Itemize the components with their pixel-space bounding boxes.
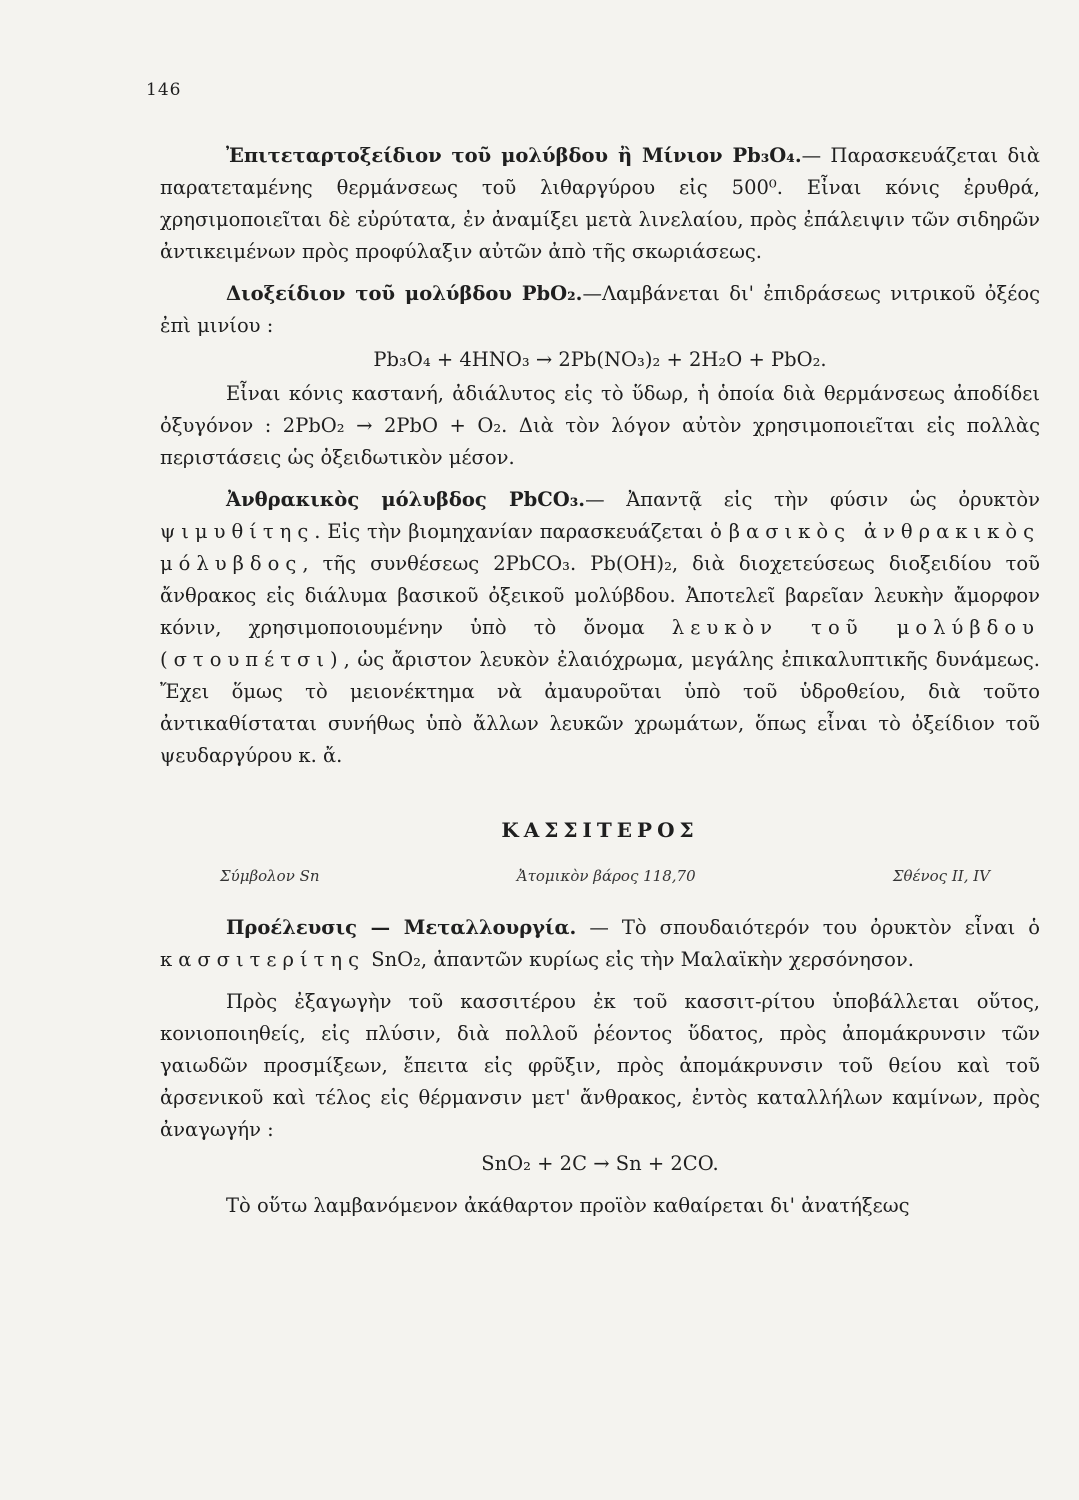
- section-title-tin-origin: Προέλευσις — Μεταλλουργία.: [226, 916, 577, 939]
- element-atomic-weight: Ἀτομικὸν βάρος 118,70: [516, 867, 696, 885]
- section-title-minium: Ἐπιτεταρτοξείδιον τοῦ μολύβδου ἢ Μίνιον Pb₃O₄.: [226, 144, 802, 167]
- section-title-lead-dioxide: Διοξείδιον τοῦ μολύβδου PbO₂.: [226, 282, 583, 305]
- mineral-name-cerussite: ψιμυθίτης: [160, 520, 315, 543]
- paragraph-minium-text: — Παρασκευάζεται διὰ παρατεταμένης θερμάνσεως τοῦ λιθαργύρου εἰς 500⁰. Εἶναι κόνις ἐρυθρά, χρησιμοποιεῖται δὲ εὐρύτατα, ἐν ἀναμίξει μετὰ λινελαίου, πρὸς ἐπάλειψιν τῶν σιδηρῶν ἀντικειμένων πρὸς προφύλαξιν αὐτῶν ἀπὸ τῆς σκωριάσεως.: [160, 144, 1041, 263]
- stoupetsi-term: (στουπέτσι): [160, 648, 344, 671]
- paragraph-lead-dioxide: [160, 278, 1040, 342]
- equation-tin-reduction: SnO₂ + 2C → Sn + 2CO.: [481, 1152, 719, 1175]
- carbonate-text-3: , τῆς συνθέσεως 2PbCO₃. Pb(OH)₂, διὰ διοχετεύσεως διοξειδίου τοῦ ἄνθρακος εἰς διάλυμα βασικοῦ ὀξεικοῦ μολύβδου. Ἀποτελεῖ βαρεῖαν λευκὴν ἄμορφον κόνιν, χρησιμοποιουμένην ὑπὸ τὸ ὄνομα: [160, 552, 1040, 639]
- carbonate-text-4: , ὡς ἄριστον λευκὸν ἐλαιόχρωμα, μεγάλης ἐπικαλυπτικῆς δυνάμεως. Ἔχει ὅμως τὸ μειονέκτημα νὰ ἀμαυροῦται ὑπὸ τοῦ ὑδροθείου, διὰ τοῦτο ἀντικαθίσταται συνήθως ὑπὸ ἄλλων λευκῶν χρωμάτων, ὅπως εἶναι τὸ ὀξείδιον τοῦ ψευδαργύρου κ. ἄ.: [160, 648, 1040, 767]
- element-valence: Σθένος II, IV: [892, 867, 990, 885]
- element-symbol: Σύμβολον Sn: [220, 867, 320, 885]
- paragraph-minium: [160, 140, 1040, 268]
- basic-lead-carbonate-term: βασικὸς ἀνθρακικὸς μόλυβδος: [160, 520, 1040, 575]
- tin-origin-text-1: — Τὸ σπουδαιότερόν του ὀρυκτὸν εἶναι ὁ: [576, 916, 1041, 939]
- paragraph-lead-dioxide-text: —Λαμβάνεται δι' ἐπιδράσεως νιτρικοῦ ὀξέος ἐπὶ μινίου :: [160, 282, 1040, 337]
- white-lead-term: λευκὸν τοῦ μολύβδου: [671, 616, 1040, 639]
- equation-minium-nitric: Pb₃O₄ + 4HNO₃ → 2Pb(NO₃)₂ + 2H₂O + PbO₂.: [373, 348, 827, 371]
- paragraph-lead-carbonate: [160, 484, 1040, 772]
- carbonate-text-1: — Ἀπαντᾷ εἰς τὴν φύσιν ὡς ὀρυκτὸν: [585, 488, 1040, 511]
- tin-origin-text-2: SnO₂, ἀπαντῶν κυρίως εἰς τὴν Μαλαϊκὴν χερσόνησον.: [365, 948, 914, 971]
- chapter-heading-tin: ΚΑΣΣΙΤΕΡΟΣ: [501, 818, 699, 842]
- element-info-row: [160, 860, 1040, 892]
- paragraph-tin-refining: Τὸ οὕτω λαμβανόμενον ἀκάθαρτον προϊὸν καθαίρεται δι' ἀνατήξεως: [226, 1194, 910, 1217]
- paragraph-tin-origin: [160, 912, 1040, 976]
- paragraph-tin-extraction: Πρὸς ἐξαγωγὴν τοῦ κασσιτέρου ἐκ τοῦ κασσιτ-ρίτου ὑποβάλλεται οὕτος, κονιοποιηθείς, εἰς πλύσιν, διὰ πολλοῦ ῥέοντος ὕδατος, πρὸς ἀπομάκρυνσιν τῶν γαιωδῶν προσμίξεων, ἔπειτα εἰς φρῦξιν, πρὸς ἀπομάκρυνσιν τοῦ θείου καὶ τοῦ ἀρσενικοῦ καὶ τέλος εἰς θέρμανσιν μετ' ἄνθρακος, ἐντὸς καταλλήλων καμίνων, πρὸς ἀναγωγήν :: [160, 990, 1040, 1141]
- page-body: [160, 140, 1040, 1222]
- paragraph-lead-dioxide-continued: Εἶναι κόνις καστανή, ἀδιάλυτος εἰς τὸ ὕδωρ, ἡ ὁποία διὰ θερμάνσεως ἀποδίδει ὀξυγόνον : 2PbO₂ → 2PbO + O₂. Διὰ τὸν λόγον αὐτὸν χρησιμοποιεῖται εἰς πολλὰς περιστάσεις ὡς ὀξειδωτικὸν μέσον.: [160, 382, 1040, 469]
- carbonate-text-2: . Εἰς τὴν βιομηχανίαν παρασκευάζεται ὁ: [314, 520, 722, 543]
- page-number: 146: [146, 80, 182, 100]
- mineral-name-cassiterite: κασσιτερίτης: [160, 948, 366, 971]
- section-title-lead-carbonate: Ἀνθρακικὸς μόλυβδος PbCO₃.: [226, 488, 586, 511]
